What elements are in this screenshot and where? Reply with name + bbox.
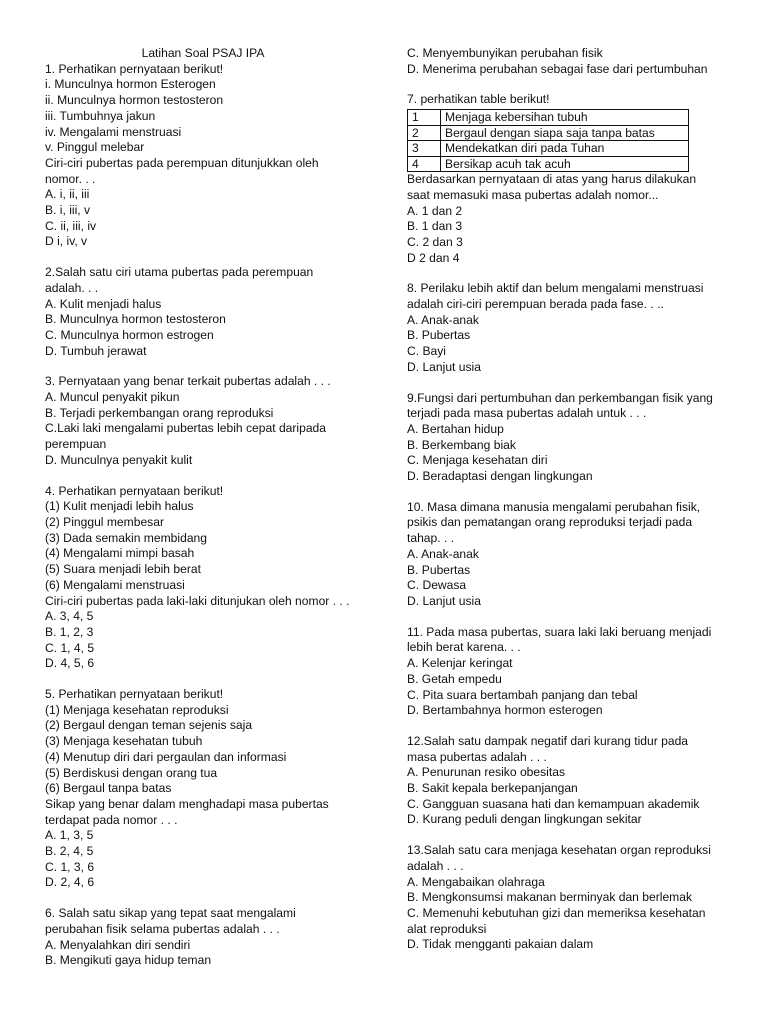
answer-option: C. Dewasa bbox=[407, 578, 467, 593]
question-stem: 4. Perhatikan pernyataan berikut! bbox=[45, 483, 224, 498]
answer-option: A. Bertahan hidup bbox=[407, 421, 504, 436]
question-stem: 10. Masa dimana manusia mengalami perubahan fisik, bbox=[407, 499, 701, 514]
question-block bbox=[45, 484, 361, 672]
statement-item: (2) Pinggul membesar bbox=[45, 514, 164, 529]
answer-option: C. ii, iii, iv bbox=[45, 218, 97, 233]
answer-option: B. 1 dan 3 bbox=[407, 219, 463, 234]
question-stem: psikis dan pematangan orang reproduksi terjadi pada bbox=[407, 515, 693, 530]
answer-option: A. Mengabaikan olahraga bbox=[407, 874, 545, 889]
question-block bbox=[45, 374, 361, 468]
question-stem: 3. Pernyataan yang benar terkait pubertas adalah . . . bbox=[45, 374, 331, 389]
answer-option: D i, iv, v bbox=[45, 234, 88, 249]
question-stem: terjadi pada masa pubertas adalah untuk . . . bbox=[407, 406, 647, 421]
answer-option: D. Beradaptasi dengan lingkungan bbox=[407, 469, 593, 484]
answer-option: B. Munculnya hormon testosteron bbox=[45, 312, 226, 327]
table-cell-number: 3 bbox=[408, 141, 441, 157]
question-block bbox=[407, 734, 724, 828]
answer-option: D. Bertambahnya hormon esterogen bbox=[407, 703, 603, 718]
answer-option: C. Munculnya hormon estrogen bbox=[45, 327, 214, 342]
answer-option: D. Lanjut usia bbox=[407, 359, 481, 374]
answer-option: C. 1, 3, 6 bbox=[45, 859, 95, 874]
question-stem: 6. Salah satu sikap yang tepat saat mengalami bbox=[45, 906, 296, 921]
statement-item: (4) Mengalami mimpi basah bbox=[45, 546, 195, 561]
table-row bbox=[408, 110, 689, 126]
answer-option: B. Pubertas bbox=[407, 328, 471, 343]
question-stem: adalah . . . bbox=[407, 858, 464, 873]
answer-option: B. Terjadi perkembangan orang reproduksi bbox=[45, 405, 274, 420]
statement-item: (4) Menutup diri dari pergaulan dan informasi bbox=[45, 749, 287, 764]
question-text: saat memasuki masa pubertas adalah nomor... bbox=[407, 187, 659, 202]
answer-option: A. Kulit menjadi halus bbox=[45, 296, 162, 311]
answer-option: perempuan bbox=[45, 437, 107, 452]
question-stem: 2.Salah satu ciri utama pubertas pada perempuan bbox=[45, 265, 314, 280]
answer-option: D. 2, 4, 6 bbox=[45, 875, 95, 890]
question-stem: 9.Fungsi dari pertumbuhan dan perkembangan fisik yang bbox=[407, 390, 713, 405]
answer-option: A. Muncul penyakit pikun bbox=[45, 390, 180, 405]
question-block bbox=[407, 843, 724, 953]
answer-option: C. Menyembunyikan perubahan fisik bbox=[407, 46, 603, 60]
question-text: Sikap yang benar dalam menghadapi masa pubertas bbox=[45, 796, 329, 811]
answer-option: A. 1 dan 2 bbox=[407, 203, 463, 218]
statement-item: v. Pinggul melebar bbox=[45, 140, 145, 155]
answer-option: B. 2, 4, 5 bbox=[45, 844, 94, 859]
answer-option: B. 1, 2, 3 bbox=[45, 624, 94, 639]
question-block bbox=[407, 625, 724, 719]
question-stem: perubahan fisik selama pubertas adalah . . . bbox=[45, 921, 280, 936]
answer-option: A. Anak-anak bbox=[407, 312, 479, 327]
table-row bbox=[408, 156, 689, 172]
question-block bbox=[45, 62, 361, 250]
answer-option: D. 4, 5, 6 bbox=[45, 656, 95, 671]
answer-option: D. Menerima perubahan sebagai fase dari pertumbuhan bbox=[407, 61, 708, 76]
table-cell-number: 2 bbox=[408, 125, 441, 141]
left-column bbox=[45, 46, 361, 984]
statement-item: (3) Dada semakin membidang bbox=[45, 530, 207, 545]
question-text: Berdasarkan pernyataan di atas yang harus dilakukan bbox=[407, 172, 697, 187]
question-text: terdapat pada nomor . . . bbox=[45, 812, 178, 827]
statement-item: iii. Tumbuhnya jakun bbox=[45, 108, 156, 123]
statement-item: (6) Mengalami menstruasi bbox=[45, 577, 185, 592]
answer-option: B. Mengikuti gaya hidup teman bbox=[45, 953, 212, 968]
statement-item: (6) Bergaul tanpa batas bbox=[45, 781, 172, 796]
answer-option: B. Getah empedu bbox=[407, 671, 502, 686]
statement-item: (5) Suara menjadi lebih berat bbox=[45, 562, 201, 577]
answer-option: alat reproduksi bbox=[407, 921, 487, 936]
question-stem: lebih berat karena. . . bbox=[407, 640, 521, 655]
answer-option: A. Menyalahkan diri sendiri bbox=[45, 937, 191, 952]
answer-option: D. Munculnya penyakit kulit bbox=[45, 452, 193, 467]
question-stem: 5. Perhatikan pernyataan berikut! bbox=[45, 687, 224, 702]
answer-option: B. Berkembang biak bbox=[407, 437, 516, 452]
table-cell-number: 1 bbox=[408, 110, 441, 126]
table-row bbox=[408, 141, 689, 157]
question-continuation bbox=[407, 46, 724, 77]
question-block bbox=[407, 281, 724, 375]
question-block bbox=[407, 500, 724, 610]
table-row bbox=[408, 125, 689, 141]
question-stem: 11. Pada masa pubertas, suara laki laki beruang menjadi bbox=[407, 624, 712, 639]
question-block bbox=[45, 687, 361, 891]
answer-option: B. Sakit kepala berkepanjangan bbox=[407, 781, 578, 796]
answer-option: B. Mengkonsumsi makanan berminyak dan berlemak bbox=[407, 890, 693, 905]
question-text: nomor. . . bbox=[45, 171, 96, 186]
question-stem: adalah ciri-ciri perempuan berada pada fase. . .. bbox=[407, 297, 664, 312]
document-title: Latihan Soal PSAJ IPA bbox=[141, 46, 265, 60]
table-cell-text: Bergaul dengan siapa saja tanpa batas bbox=[441, 125, 689, 141]
answer-option: B. Pubertas bbox=[407, 562, 471, 577]
statement-item: (1) Kulit menjadi lebih halus bbox=[45, 499, 194, 514]
right-column bbox=[407, 46, 724, 968]
question-stem: adalah. . . bbox=[45, 280, 99, 295]
question-block bbox=[407, 391, 724, 485]
answer-option: C. 2 dan 3 bbox=[407, 234, 463, 249]
question-stem: 12.Salah satu dampak negatif dari kurang tidur pada bbox=[407, 733, 689, 748]
answer-option: D 2 dan 4 bbox=[407, 250, 460, 265]
answer-option: A. Penurunan resiko obesitas bbox=[407, 765, 565, 780]
statement-item: (1) Menjaga kesehatan reproduksi bbox=[45, 702, 229, 717]
statement-item: ii. Munculnya hormon testosteron bbox=[45, 93, 224, 108]
answer-option: A. Anak-anak bbox=[407, 546, 479, 561]
table-cell-number: 4 bbox=[408, 156, 441, 172]
answer-option: D. Lanjut usia bbox=[407, 593, 481, 608]
answer-option: C. Gangguan suasana hati dan kemampuan akademik bbox=[407, 796, 700, 811]
answer-option: A. i, ii, iii bbox=[45, 187, 90, 202]
answer-option: D. Kurang peduli dengan lingkungan sekitar bbox=[407, 812, 642, 827]
statement-item: (3) Menjaga kesehatan tubuh bbox=[45, 734, 203, 749]
statement-item: (5) Berdiskusi dengan orang tua bbox=[45, 765, 218, 780]
question-block bbox=[45, 906, 361, 969]
question-stem: 8. Perilaku lebih aktif dan belum mengalami menstruasi bbox=[407, 281, 704, 296]
table-cell-text: Bersikap acuh tak acuh bbox=[441, 156, 689, 172]
question-text: Ciri-ciri pubertas pada perempuan ditunjukkan oleh bbox=[45, 155, 319, 170]
answer-option: C. 1, 4, 5 bbox=[45, 640, 95, 655]
answer-option: A. Kelenjar keringat bbox=[407, 656, 513, 671]
answer-option: C. Menjaga kesehatan diri bbox=[407, 453, 548, 468]
question-stem: masa pubertas adalah . . . bbox=[407, 749, 547, 764]
answer-option: A. 3, 4, 5 bbox=[45, 609, 94, 624]
question-stem: tahap. . . bbox=[407, 531, 455, 546]
answer-option: C. Bayi bbox=[407, 344, 446, 359]
statement-item: iv. Mengalami menstruasi bbox=[45, 124, 182, 139]
answer-option: B. i, iii, v bbox=[45, 203, 91, 218]
answer-option: C. Memenuhi kebutuhan gizi dan memeriksa kesehatan bbox=[407, 905, 706, 920]
answer-option: C.Laki laki mengalami pubertas lebih cepat daripada bbox=[45, 421, 327, 436]
table-cell-text: Mendekatkan diri pada Tuhan bbox=[441, 141, 689, 157]
statement-table bbox=[407, 109, 689, 172]
statement-item: (2) Bergaul dengan teman sejenis saja bbox=[45, 718, 253, 733]
answer-option: A. 1, 3, 5 bbox=[45, 828, 94, 843]
answer-option: C. Pita suara bertambah panjang dan tebal bbox=[407, 687, 638, 702]
answer-option: D. Tidak mengganti pakaian dalam bbox=[407, 937, 594, 952]
question-block bbox=[407, 92, 724, 266]
table-cell-text: Menjaga kebersihan tubuh bbox=[441, 110, 689, 126]
question-block bbox=[45, 265, 361, 359]
question-text: Ciri-ciri pubertas pada laki-laki ditunjukan oleh nomor . . . bbox=[45, 593, 350, 608]
question-stem: 13.Salah satu cara menjaga kesehatan organ reproduksi bbox=[407, 843, 711, 858]
answer-option: D. Tumbuh jerawat bbox=[45, 343, 147, 358]
statement-item: i. Munculnya hormon Esterogen bbox=[45, 77, 216, 92]
question-stem: 1. Perhatikan pernyataan berikut! bbox=[45, 61, 224, 76]
question-stem: 7. perhatikan table berikut! bbox=[407, 92, 550, 107]
